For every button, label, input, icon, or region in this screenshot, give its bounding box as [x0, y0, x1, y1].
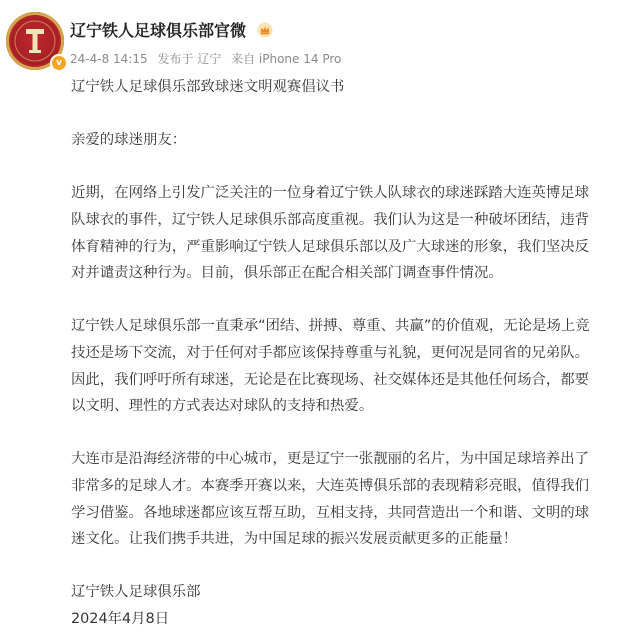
post-device: 来自 iPhone 14 Pro: [231, 52, 342, 66]
verified-badge-icon: v: [50, 54, 68, 72]
paragraph-1-line-3: 体育精神的行为，严重影响辽宁铁人足球俱乐部以及广大球迷的形象，我们坚决反: [71, 238, 590, 255]
paragraph-2-line-1: 辽宁铁人足球俱乐部一直秉承“团结、拼搏、尊重、共赢”的价值观，无论是场上竞: [71, 318, 590, 335]
author-avatar[interactable]: [6, 12, 64, 70]
paragraph-3-line-4: 迷文化。让我们携手共进，为中国足球的振兴发展贡献更多的正能量！: [71, 531, 518, 548]
post-header: [0, 0, 626, 78]
post-location: 发布于 辽宁: [157, 52, 222, 66]
paragraph-1-line-2: 队球衣的事件，辽宁铁人足球俱乐部高度重视。我们认为这是一种破坏团结，违背: [71, 211, 590, 228]
paragraph-2-line-3: 因此，我们呼吁所有球迷，无论是在比赛现场、社交媒体还是其他任何场合，都要: [71, 371, 590, 388]
paragraph-3-line-1: 大连市是沿海经济带的中心城市，更是辽宁一张靓丽的名片，为中国足球培养出了: [71, 451, 590, 468]
post-date: 24-4-8 14:15: [70, 52, 148, 66]
paragraph-1-line-4: 对并谴责这种行为。目前，俱乐部正在配合相关部门调查事件情况。: [71, 265, 503, 282]
post-content: [71, 74, 613, 632]
signature-date: 2024年4月8日: [71, 610, 170, 627]
paragraph-3-line-2: 非常多的足球人才。本赛季开赛以来，大连英博俱乐部的表现精彩亮眼，值得我们: [71, 477, 590, 494]
post-title: 辽宁铁人足球俱乐部致球迷文明观赛倡议书: [71, 79, 345, 95]
crown-icon: [257, 22, 273, 38]
paragraph-3-line-3: 学习借鉴。各地球迷都应该互帮互助，互相支持，共同营造出一个和谐、文明的球: [71, 504, 590, 521]
paragraph-1-line-1: 近期，在网络上引发广泛关注的一位身着辽宁铁人队球衣的球迷踩踏大连英博足球: [71, 185, 590, 202]
signature: 辽宁铁人足球俱乐部: [71, 584, 201, 601]
post-meta: [70, 50, 347, 67]
greeting: 亲爱的球迷朋友：: [71, 132, 187, 149]
author-name[interactable]: [70, 18, 273, 41]
author-name-text[interactable]: 辽宁铁人足球俱乐部官微: [70, 21, 247, 40]
paragraph-2-line-2: 技还是场下交流，对于任何对手都应该保持尊重与礼貌，更何况是同省的兄弟队。: [71, 344, 590, 361]
paragraph-2-line-4: 以文明、理性的方式表达对球队的支持和热爱。: [71, 398, 374, 415]
